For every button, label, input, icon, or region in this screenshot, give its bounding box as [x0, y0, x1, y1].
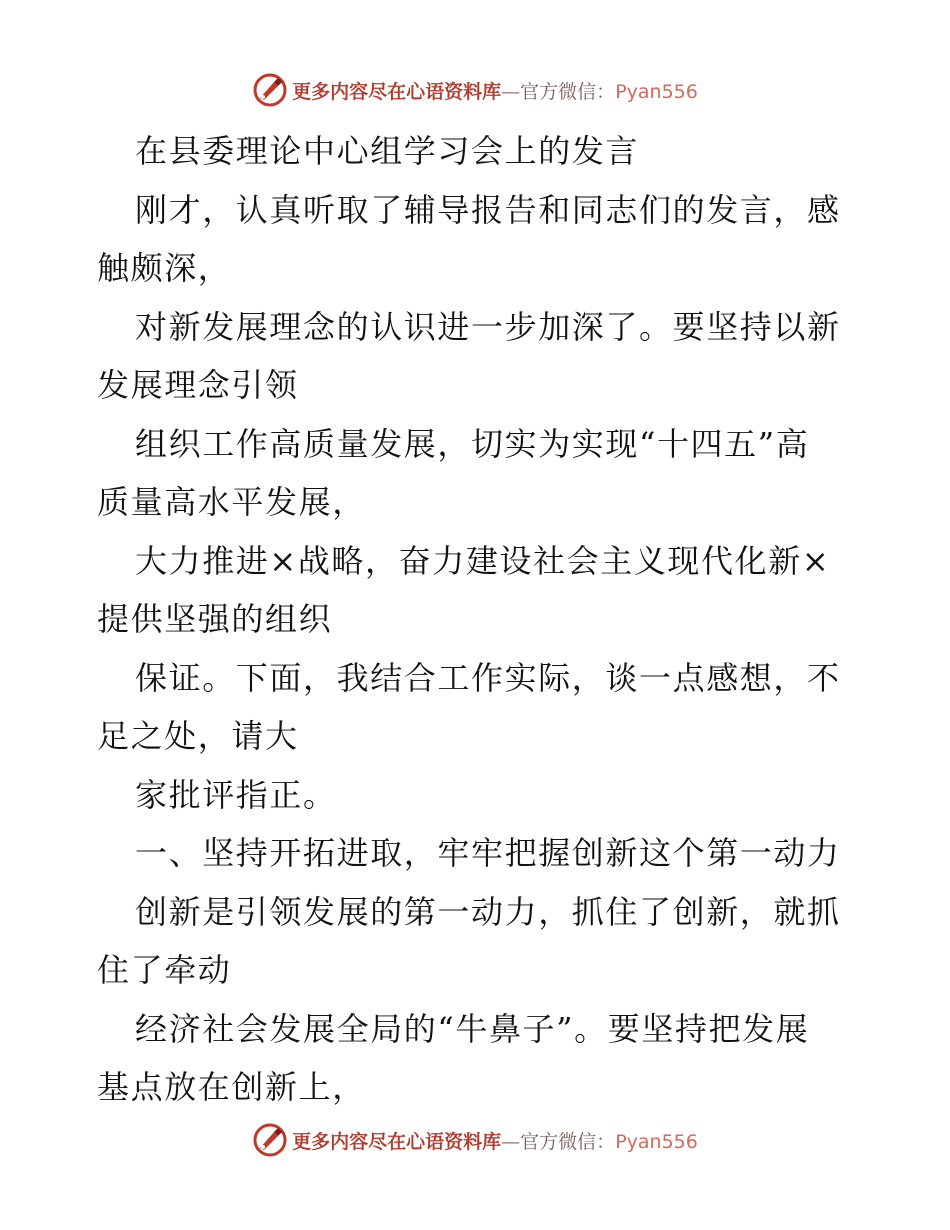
paragraph-line: 保证。下面，我结合工作实际，谈一点感想，不	[135, 658, 841, 697]
paragraph-line: 住了牵动	[97, 951, 232, 989]
header-banner-text	[292, 77, 698, 104]
doc-title: 在县委理论中心组学习会上的发言	[135, 132, 640, 170]
header-banner-wechat-id: Pyan556	[615, 80, 698, 103]
footer-banner-text	[292, 1127, 698, 1154]
paragraph-line: 触颇深，	[97, 249, 232, 287]
paragraph-line: 家批评指正。	[135, 775, 337, 814]
header-banner-site: 更多内容尽在心语资料库	[292, 80, 502, 103]
paragraph-line: 对新发展理念的认识进一步加深了。要坚持以新	[135, 307, 841, 346]
section-heading: 一、坚持开拓进取，牢牢把握创新这个第一动力	[135, 834, 841, 872]
paragraph-line: 大力推进×战略，奋力建设社会主义现代化新×	[135, 541, 831, 580]
footer-watermark-banner	[0, 1120, 950, 1160]
pen-logo-icon	[252, 72, 288, 108]
paragraph-line: 提供坚强的组织	[97, 600, 333, 638]
header-watermark-banner	[0, 70, 950, 110]
header-banner-wechat-label: 官方微信：	[520, 80, 616, 103]
paragraph-line: 经济社会发展全局的“牛鼻子”。要坚持把发展	[135, 1009, 810, 1048]
paragraph-line: 质量高水平发展，	[97, 483, 366, 521]
pen-logo-icon	[252, 1122, 288, 1158]
paragraph-line: 足之处，请大	[97, 717, 299, 755]
footer-banner-wechat-id: Pyan556	[615, 1130, 698, 1153]
paragraph-line: 发展理念引领	[97, 366, 299, 404]
paragraph-line: 刚才，认真听取了辅导报告和同志们的发言，感	[135, 190, 841, 229]
footer-banner-dash: —	[501, 1130, 521, 1153]
paragraph-line: 基点放在创新上，	[97, 1068, 366, 1106]
header-banner-dash: —	[501, 80, 521, 103]
document-body	[97, 122, 857, 1117]
footer-banner-wechat-label: 官方微信：	[520, 1130, 616, 1153]
paragraph-line: 创新是引领发展的第一动力，抓住了创新，就抓	[135, 892, 841, 931]
footer-banner-site: 更多内容尽在心语资料库	[292, 1130, 502, 1153]
paragraph-line: 组织工作高质量发展，切实为实现“十四五”高	[135, 424, 810, 463]
